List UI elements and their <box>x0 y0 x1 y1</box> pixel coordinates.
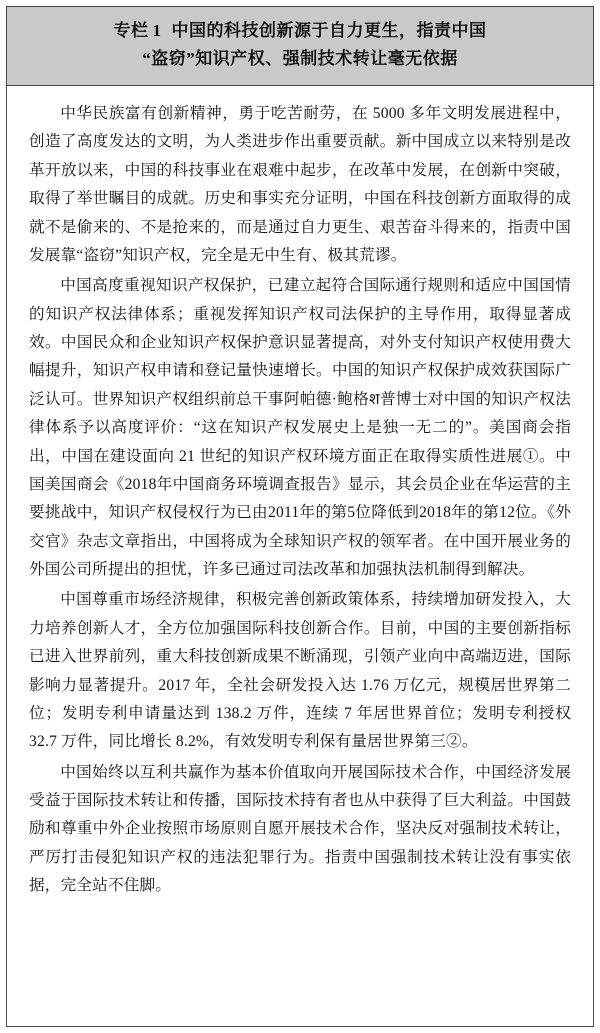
callout-title-text-1: 中国的科技创新源于自力更生，指责中国 <box>171 21 487 40</box>
paragraph-4: 中国始终以互利共赢作为基本价值取向开展国际技术合作，中国经济发展受益于国际技术转让和传播，国际技术持有者也从中获得了巨大利益。中国鼓励和尊重中外企业按照市场原则自愿开展技术合作，坚决反对强制技术转让，严厉打击侵犯知识产权的违法犯罪行为。指责中国强制技术转让没有事实依据，完全站不住脚。 <box>29 763 571 895</box>
callout-title-line-1 <box>25 17 575 45</box>
callout-box <box>6 6 594 1027</box>
callout-title-line-2: “盗窃”知识产权、强制技术转让毫无依据 <box>142 49 458 69</box>
callout-number: 1 <box>152 21 162 40</box>
paragraph-1: 中华民族富有创新精神，勇于吃苦耐劳，在 5000 多年文明发展进程中，创造了高度发达的文明，为人类进步作出重要贡献。新中国成立以来特别是改革开放以来，中国的科技事业在艰难中起步，在改革中发展，在创新中突破，取得了举世瞩目的成就。历史和事实充分证明，中国在科技创新方面取得的成就不是偷来的、不是抢来的，而是通过自力更生、艰苦奋斗得来的，指责中国发展靠“盗窃”知识产权，完全是无中生有、极其荒谬。 <box>29 105 571 264</box>
callout-body <box>7 86 593 1026</box>
callout-header <box>7 7 593 86</box>
paragraph-2: 中国高度重视知识产权保护，已建立起符合国际通行规则和适应中国国情的知识产权法律体系；重视发挥知识产权司法保护的主导作用，取得显著成效。中国民众和企业知识产权保护意识显著提高，对外支付知识产权使用费大幅提升，知识产权申请和登记量快速增长。中国的知识产权保护成效获国际广泛认可。世界知识产权组织前总干事阿帕德·鲍格श普博士对中国的知识产权法律体系予以高度评价：“这在知识产权发展史上是独一无二的”。美国商会指出，中国在建设面向 21 世纪的知识产权环境方面正在取得实质性进展①。中国美国商会《2018年中国商务环境调查报告》显示，其会员企业在华运营的主要挑战中，知识产权侵权行为已由2011年的第5位降低到2018年的第12位。《外交官》杂志文章指出，中国将成为全球知识产权的领军者。在中国开展业务的外国公司所提出的担忧，许多已通过司法改革和加强执法机制得到解决。 <box>29 277 571 579</box>
callout-label: 专栏 <box>113 21 149 40</box>
paragraph-3: 中国尊重市场经济规律，积极完善创新政策体系，持续增加研发投入，大力培养创新人才，全方位加强国际科技创新合作。目前，中国的主要创新指标已进入世界前列，重大科技创新成果不断涌现，引领产业向中高端迈进，国际影响力显著提升。2017 年，全社会研发投入达 1.76 万亿元，规模居世界第二位；发明专利申请量达到 138.2 万件，连续 7 年居世界首位；发明专利授权 32.7 万件，同比增长 8.2%，有效发明专利保有量居世界第三②。 <box>29 591 571 751</box>
